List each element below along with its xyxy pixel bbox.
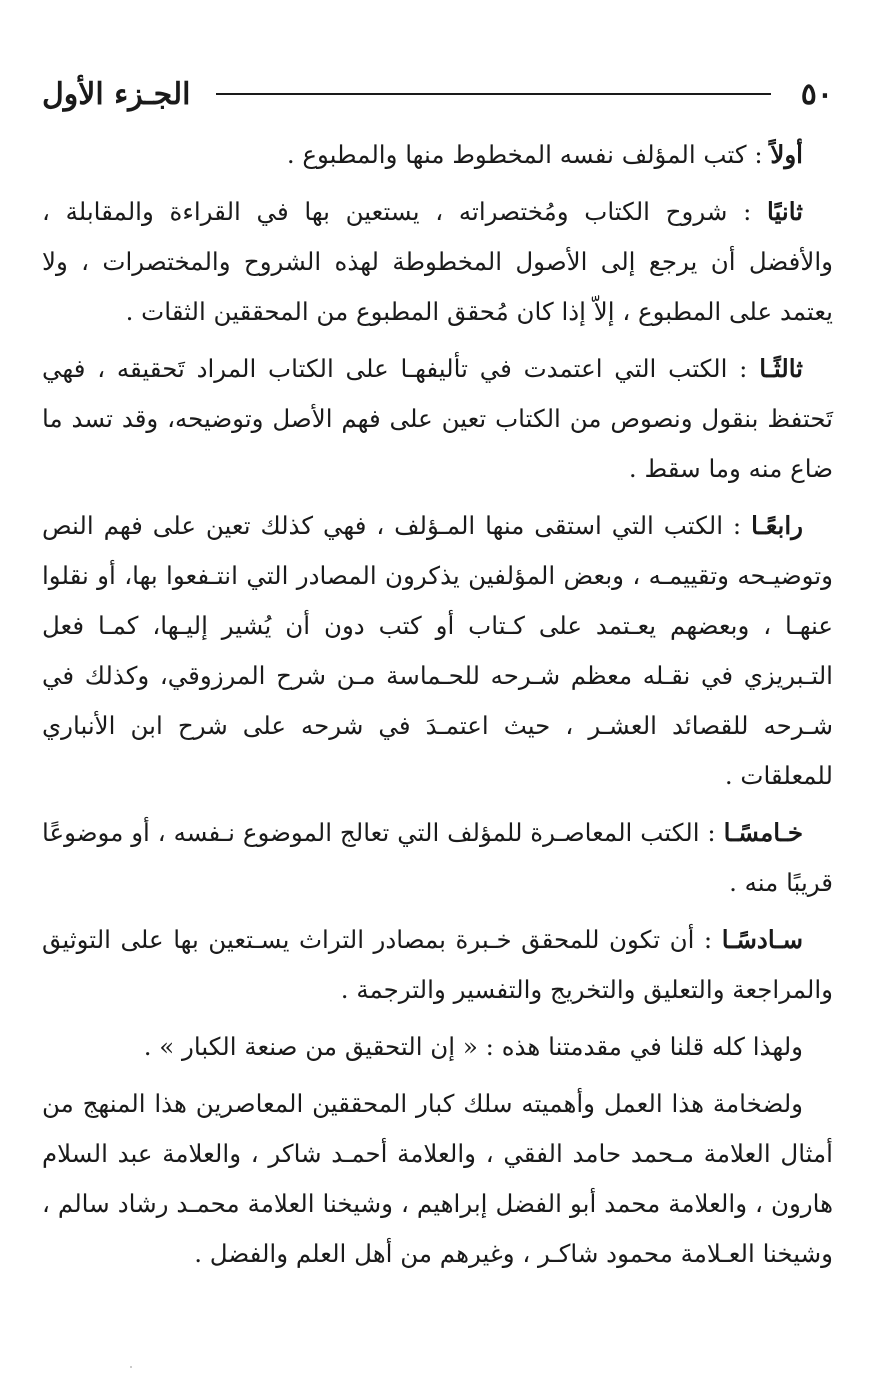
running-title: الجـزء الأول bbox=[42, 76, 191, 112]
paragraph-quote bbox=[42, 1022, 833, 1072]
paragraph-lead: خـامسًـا bbox=[723, 818, 803, 847]
paragraph-text: : شروح الكتاب ومُختصراته ، يستعين بها في القراءة والمقابلة ، والأفضل أن يرجع إلى الأصول المخطوطة لهذه الشروح والمختصرات ، ولا يعتمد على المطبوع ، إلاّ إذا كان مُحقق المطبوع من المحققين الثقات . bbox=[42, 197, 833, 326]
paragraph-text: : الكتب التي اعتمدت في تأليفهـا على الكتاب المراد تَحقيقه ، فهي تَحتفظ بنقول ونصوص من الكتاب تعين على فهم الأصل وتوضيحه، وقد تسد ما ضاع منه وما سقط . bbox=[42, 354, 833, 483]
paragraph-text: ولهذا كله قلنا في مقدمتنا هذه : « إن التحقيق من صنعة الكبار » . bbox=[143, 1032, 803, 1061]
paragraph-text: ولضخامة هذا العمل وأهميته سلك كبار المحققين المعاصرين هذا المنهج من أمثال العلامة مـحمد حامد الفقي ، والعلامة أحمـد شاكر ، والعلامة عبد السلام هارون ، والعلامة محمد أبو الفضل إبراهيم ، وشيخنا العلامة محمـد رشاد سالم ، وشيخنا العـلامة محمود شاكـر ، وغيرهم من أهل العلم والفضل . bbox=[42, 1089, 833, 1268]
paragraph-text: : الكتب التي استقى منها المـؤلف ، فهي كذلك تعين على فهم النص وتوضيـحه وتقييمـه ، وبعض المؤلفين يذكرون المصادر التي انتـفعوا بها، أو نقلوا عنهـا ، وبعضهم يعـتمد على كـتاب أو كتب دون أن يُشير إليـها، كمـا فعل التـبريزي في نقـله معظم شـرحه للحـماسة مـن شرح المرزوقي، وكذلك في شـرحه للقصائد العشـر ، حيث اعتمـدَ في شرحه على شرح ابن الأنباري للمعلقات . bbox=[42, 511, 833, 790]
paragraph-third bbox=[42, 344, 833, 494]
paragraph-lead: أولاً bbox=[770, 140, 803, 169]
page-header bbox=[42, 72, 833, 116]
page-body bbox=[42, 130, 833, 1279]
paragraph-lead: ثالثًـا bbox=[759, 354, 803, 383]
paragraph-scholars bbox=[42, 1079, 833, 1279]
paragraph-lead: ثانيًا bbox=[767, 197, 803, 226]
paragraph-second bbox=[42, 187, 833, 337]
paragraph-lead: رابعًـا bbox=[751, 511, 803, 540]
scan-speck bbox=[130, 1366, 132, 1368]
paragraph-fourth bbox=[42, 501, 833, 801]
paragraph-first bbox=[42, 130, 833, 180]
paragraph-lead: سـادسًـا bbox=[721, 925, 803, 954]
paragraph-fifth bbox=[42, 808, 833, 908]
paragraph-sixth bbox=[42, 915, 833, 1015]
page-number: ٥٠ bbox=[800, 76, 833, 112]
paragraph-text: : كتب المؤلف نفسه المخطوط منها والمطبوع . bbox=[286, 140, 763, 169]
header-rule bbox=[216, 93, 770, 95]
paragraph-text: : أن تكون للمحقق خـبرة بمصادر التراث يسـتعين بها على التوثيق والمراجعة والتعليق والتخريج والتفسير والترجمة . bbox=[42, 925, 833, 1004]
paragraph-text: : الكتب المعاصـرة للمؤلف التي تعالج الموضوع نـفسه ، أو موضوعًا قريبًا منه . bbox=[42, 818, 833, 897]
